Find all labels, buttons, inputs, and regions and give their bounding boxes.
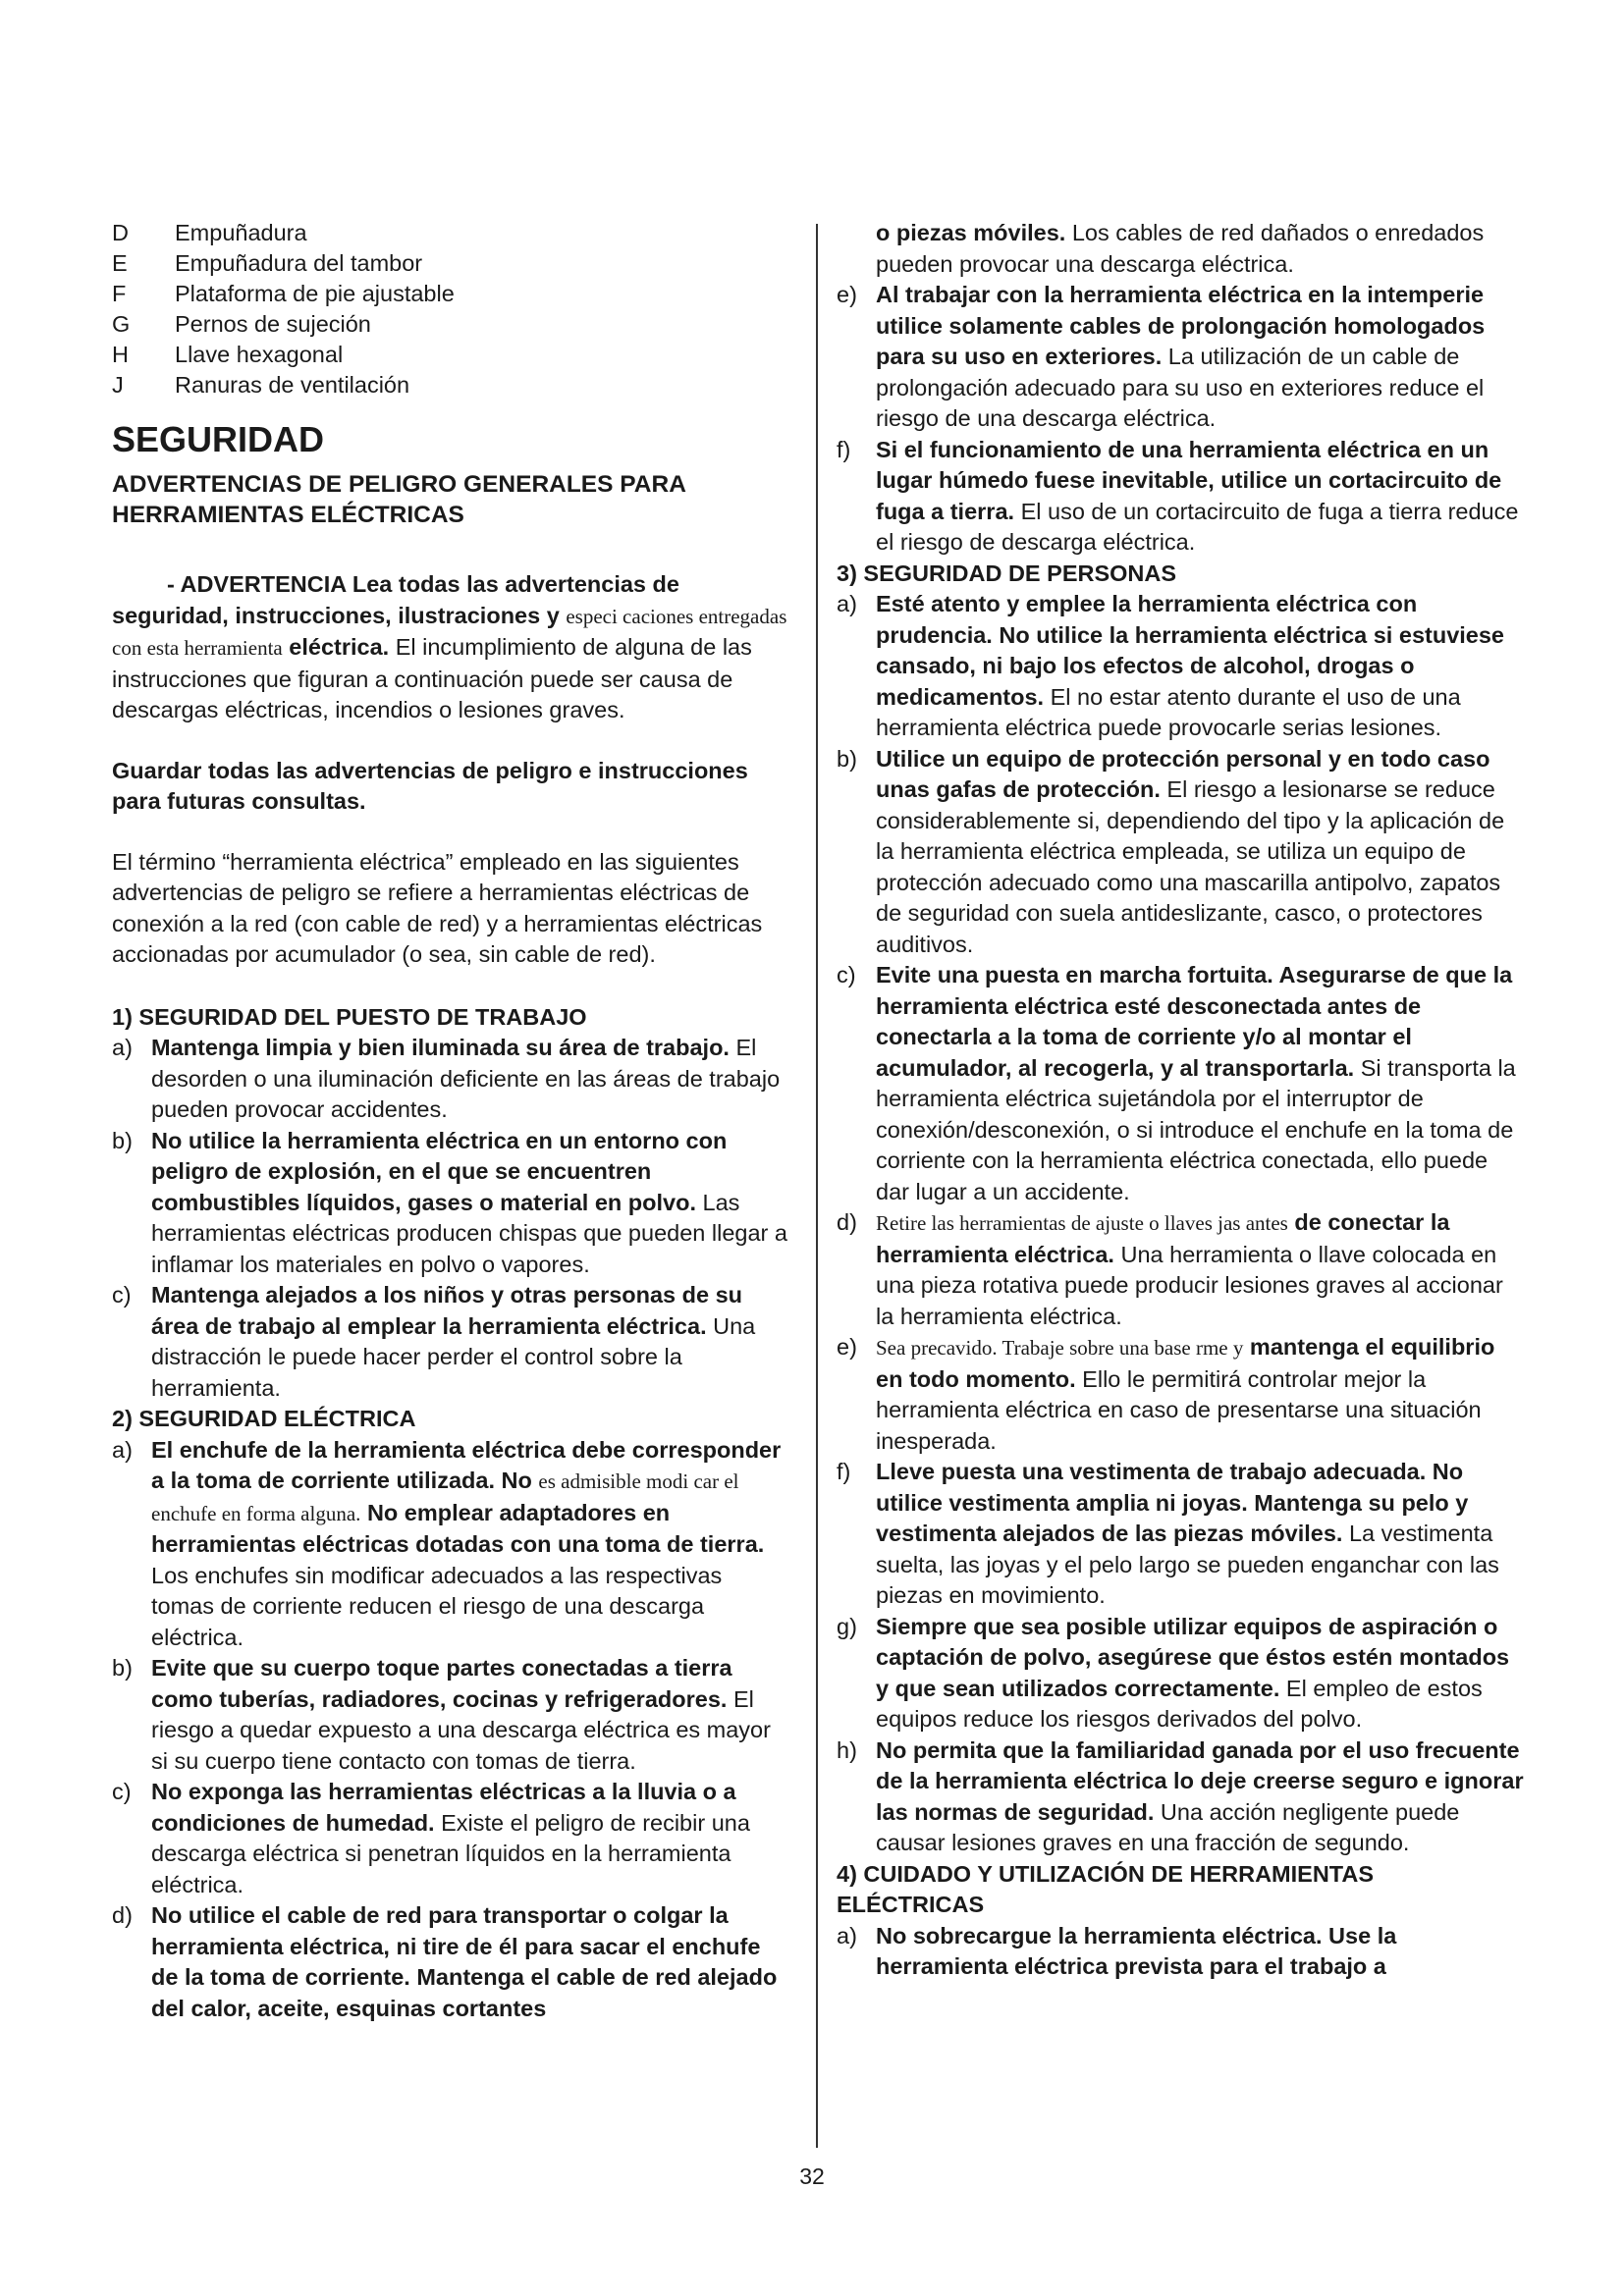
legend-key: J (112, 372, 124, 398)
legend-row (112, 218, 789, 248)
legend-key: D (112, 220, 129, 245)
list-item (112, 1900, 789, 2024)
item-bold: o piezas móviles. (876, 220, 1066, 245)
item-text: El empleo de estos equipos reduce los riesgos derivados del polvo. (876, 1675, 1483, 1732)
item-text: Una herramienta o llave colocada en una pieza rotativa puede producir lesiones graves al accionar la herramienta eléctrica. (876, 1241, 1503, 1329)
term-definition: El término “herramienta eléctrica” empleado en las siguientes advertencias de peligro se refiere a herramientas eléctricas de conexión a la red (con cable de red) y a herramientas eléctricas accionadas por acumulador (o sea, sin cable de red). (112, 848, 763, 967)
item-bold: de conectar la herramienta eléctrica. (876, 1209, 1450, 1267)
item-bold: No exponga las herramientas eléctricas a la lluvia o a condiciones de humedad. (151, 1779, 736, 1836)
warning-bold-2: eléctrica. (289, 634, 390, 660)
item-text: Una acción negligente puede causar lesiones graves en una fracción de segundo. (876, 1798, 1460, 1855)
legend-label: Ranuras de ventilación (175, 372, 410, 398)
item-letter: f) (837, 1459, 851, 1484)
page-number: 32 (799, 2163, 825, 2189)
item-letter: c) (112, 1779, 132, 1804)
list-item (112, 1435, 789, 1654)
legend-key: H (112, 342, 129, 367)
list-item (837, 1612, 1524, 1735)
item-bold: Al trabajar con la herramienta eléctrica en la intemperie utilice solamente cables de prolongación homologados para su uso en exteriores. (876, 282, 1486, 369)
list-item (837, 960, 1524, 1207)
item-text: La utilización de un cable de prolongación adecuado para su uso en exteriores reduce el riesgo de una descarga eléctrica. (876, 344, 1485, 431)
warning-text: El incumplimiento de alguna de las instrucciones que figuran a continuación puede ser causa de descargas eléctricas, incendios o lesiones graves. (112, 634, 752, 722)
list-item (112, 1033, 789, 1126)
item-bold: mantenga el equilibrio en todo momento. (876, 1334, 1495, 1392)
list-item (837, 1921, 1524, 1983)
item-text: Los enchufes sin modificar adecuados a las respectivas tomas de corriente reducen el riesgo de una descarga eléctrica. (151, 1562, 723, 1650)
warning-bold: - ADVERTENCIA Lea todas las advertencias de seguridad, instrucciones, ilustraciones y (112, 571, 679, 628)
legend-row (112, 340, 789, 370)
item-letter: b) (112, 1127, 133, 1153)
item-bold: Evite que su cuerpo toque partes conectadas a tierra como tuberías, radiadores, cocinas y refrigeradores. (151, 1655, 732, 1712)
item-bold: Lleve puesta una vestimenta de trabajo adecuada. No utilice vestimenta amplia ni joyas. Mantenga su pelo y vestimenta alejados de las piezas móviles. (876, 1459, 1469, 1546)
item-serif: Retire las herramientas de ajuste o llaves jas antes (876, 1211, 1288, 1235)
legend-row (112, 248, 789, 279)
warning-serif: especi caciones entregadas con esta herramienta (112, 604, 787, 660)
heading-personal-safety: 3) SEGURIDAD DE PERSONAS (837, 560, 1177, 586)
item-bold: Esté atento y emplee la herramienta eléctrica con prudencia. No utilice la herramienta eléctrica si estuviese cansado, ni bajo los efectos de alcohol, drogas o medicamentos. (876, 591, 1504, 710)
section-subtitle: ADVERTENCIAS DE PELIGRO GENERALES PARA HERRAMIENTAS ELÉCTRICAS (112, 471, 685, 528)
item-letter: a) (837, 591, 857, 616)
warning-paragraph (112, 569, 789, 726)
item-serif: es admisible modi car el enchufe en forma alguna. (151, 1469, 739, 1525)
item-text: Las herramientas eléctricas producen chispas que pueden llegar a inflamar los materiales en polvo o vapores. (151, 1189, 787, 1277)
left-column (112, 218, 789, 2024)
list-item (837, 744, 1524, 961)
item-text: El riesgo a quedar expuesto a una descarga eléctrica es mayor si su cuerpo tiene contacto con tomas de tierra. (151, 1685, 771, 1774)
list-item (837, 280, 1524, 435)
legend-label: Pernos de sujeción (175, 311, 371, 337)
list-item (112, 1126, 789, 1281)
item-text: Existe el peligro de recibir una descarga eléctrica si penetran líquidos en la herramienta eléctrica. (151, 1809, 750, 1897)
item-text: Una distracción le puede hacer perder el control sobre la herramienta. (151, 1312, 756, 1401)
heading-tool-care: 4) CUIDADO Y UTILIZACIÓN DE HERRAMIENTAS ELÉCTRICAS (837, 1860, 1375, 1917)
item-text: La vestimenta suelta, las joyas y el pelo largo se pueden enganchar con las piezas en movimiento. (876, 1521, 1499, 1608)
list-item (837, 1332, 1524, 1457)
item-letter: a) (112, 1035, 133, 1060)
legend-row (112, 309, 789, 340)
item-text: El no estar atento durante el uso de una herramienta eléctrica puede provocarle serias lesiones. (876, 683, 1461, 740)
item-text: El desorden o una iluminación deficiente en las áreas de trabajo pueden provocar accidentes. (151, 1035, 781, 1122)
legend-key: G (112, 311, 131, 337)
list-item (837, 1207, 1524, 1332)
item-bold: Evite una puesta en marcha fortuita. Asegurarse de que la herramienta eléctrica esté desconectada antes de conectarla a la toma de corriente y/o al montar el acumulador, al recogerla, y al transportarla. (876, 962, 1513, 1081)
item-serif: Sea precavido. Trabaje sobre una base rme y (876, 1336, 1244, 1360)
item-bold: Siempre que sea posible utilizar equipos de aspiración o captación de polvo, asegúrese que éstos estén montados y que sean utilizados correctamente. (876, 1613, 1510, 1701)
item-bold: No permita que la familiaridad ganada por el uso frecuente de la herramienta eléctrica lo deje creerse seguro e ignorar las normas de seguridad. (876, 1736, 1524, 1825)
item-text: El uso de un cortacircuito de fuga a tierra reduce el riesgo de descarga eléctrica. (876, 498, 1519, 555)
item-bold: El enchufe de la herramienta eléctrica debe corresponder a la toma de corriente utilizada. No (151, 1436, 782, 1493)
section-title: SEGURIDAD (112, 419, 325, 459)
item-letter: c) (112, 1282, 132, 1308)
list-item (837, 1735, 1524, 1859)
heading-work-area-safety: 1) SEGURIDAD DEL PUESTO DE TRABAJO (112, 1003, 587, 1030)
item-letter: a) (837, 1922, 857, 1949)
item-text: Los cables de red dañados o enredados pueden provocar una descarga eléctrica. (876, 220, 1485, 277)
item-bold: Mantenga limpia y bien iluminada su área de trabajo. (151, 1035, 730, 1060)
legend-key: F (112, 281, 127, 306)
list-item (112, 1280, 789, 1404)
item-bold: No utilice el cable de red para transportar o colgar la herramienta eléctrica, ni tire de él para sacar el enchufe de la toma de corriente. Mantenga el cable de red alejado del calor, aceite, esquinas cortantes (151, 1902, 778, 2021)
item-letter: e) (837, 1334, 857, 1360)
item-letter: c) (837, 962, 856, 988)
item-bold: Si el funcionamiento de una herramienta eléctrica en un lugar húmedo fuese inevitable, utilice un cortacircuito de fuga a tierra. (876, 436, 1502, 524)
parts-legend (112, 218, 789, 400)
item-bold-2: No emplear adaptadores en herramientas eléctricas dotadas con una toma de tierra. (151, 1499, 765, 1557)
list-item (112, 1777, 789, 1900)
item-letter: d) (112, 1902, 133, 1928)
legend-label: Llave hexagonal (175, 342, 344, 367)
item-letter: b) (112, 1655, 133, 1681)
legend-row (112, 370, 789, 400)
list-item (837, 435, 1524, 559)
list-item-continuation (837, 218, 1524, 280)
save-instructions-note: Guardar todas las advertencias de peligro e instrucciones para futuras consultas. (112, 757, 748, 814)
item-bold: No sobrecargue la herramienta eléctrica. Use la herramienta eléctrica prevista para el trabajo a (876, 1922, 1397, 1979)
item-letter: f) (837, 436, 851, 462)
legend-key: E (112, 250, 128, 276)
item-letter: d) (837, 1209, 857, 1235)
item-text: El riesgo a lesionarse se reduce considerablemente si, dependiendo del tipo y la aplicación de la herramienta eléctrica empleada, se utiliza un equipo de protección adecuado como una mascarilla antipolvo, zapatos de seguridad con suela antideslizante, casco, o protectores auditivos. (876, 776, 1505, 957)
item-letter: b) (837, 745, 857, 772)
list-item (837, 589, 1524, 744)
list-item (112, 1653, 789, 1777)
legend-label: Empuñadura del tambor (175, 250, 423, 276)
item-letter: g) (837, 1613, 857, 1639)
item-bold: Mantenga alejados a los niños y otras personas de su área de trabajo al emplear la herramienta eléctrica. (151, 1282, 743, 1339)
legend-label: Empuñadura (175, 220, 307, 245)
column-divider (816, 224, 818, 2148)
item-bold: No utilice la herramienta eléctrica en un entorno con peligro de explosión, en el que se encuentren combustibles líquidos, gases o material en polvo. (151, 1127, 728, 1215)
heading-electrical-safety: 2) SEGURIDAD ELÉCTRICA (112, 1406, 416, 1431)
item-letter: e) (837, 282, 857, 307)
item-letter: a) (112, 1436, 133, 1463)
right-column (837, 218, 1524, 1983)
legend-label: Plataforma de pie ajustable (175, 281, 455, 306)
item-text: Ello le permitirá controlar mejor la herramienta eléctrica en caso de presentarse una situación inesperada. (876, 1365, 1482, 1454)
item-text: Si transporta la herramienta eléctrica sujetándola por el interruptor de conexión/desconexión, o si introduce el enchufe en la toma de corriente con la herramienta eléctrica conectada, ello puede dar lugar a un accidente. (876, 1054, 1516, 1204)
item-bold: Utilice un equipo de protección personal y en todo caso unas gafas de protección. (876, 745, 1490, 802)
legend-row (112, 279, 789, 309)
item-letter: h) (837, 1736, 857, 1763)
list-item (837, 1457, 1524, 1612)
